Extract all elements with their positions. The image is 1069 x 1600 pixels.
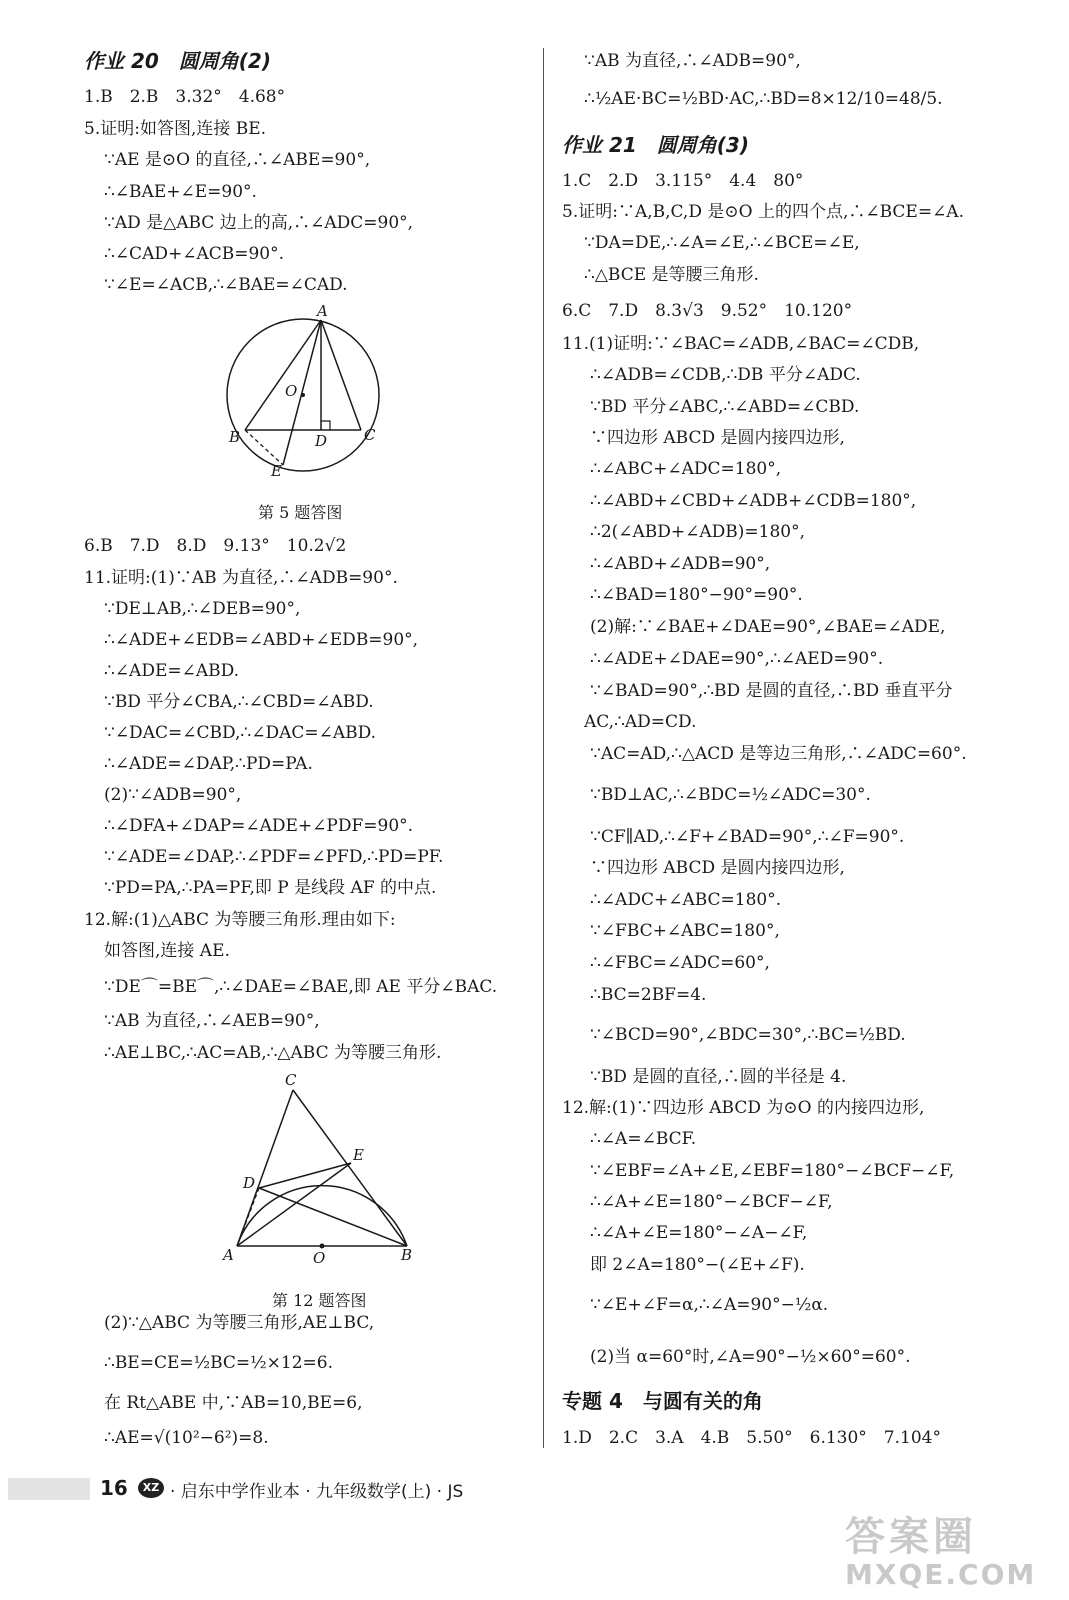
answer-line: ∵∠DAC=∠CBD,∴∠DAC=∠ABD. bbox=[104, 723, 377, 743]
answer-line: (2)∵△ABC 为等腰三角形,AE⊥BC, bbox=[104, 1313, 375, 1333]
answer-line: ∴∠CAD+∠ACB=90°. bbox=[104, 244, 285, 264]
answer-line: ∵DE⊥AB,∴∠DEB=90°, bbox=[104, 599, 301, 619]
fig5-label-D: D bbox=[315, 432, 328, 450]
answer-line: ∵DE⌒=BE⌒,∴∠DAE=∠BAE,即 AE 平分∠BAC. bbox=[104, 977, 498, 997]
fig12-label-B: B bbox=[401, 1246, 413, 1264]
section-title-topic-4: 专题 4 与圆有关的角 bbox=[562, 1389, 763, 1413]
answer-line: ∴BC=2BF=4. bbox=[590, 985, 707, 1005]
answer-line: ∵∠EBF=∠A+∠E,∠EBF=180°−∠BCF−∠F, bbox=[590, 1161, 955, 1181]
answer-line: 1.B 2.B 3.32° 4.68° bbox=[84, 87, 286, 107]
answer-line: ∴∠ADE+∠DAE=90°,∴∠AED=90°. bbox=[590, 649, 884, 669]
answer-line: 5.证明:∵A,B,C,D 是⊙O 上的四个点,∴∠BCE=∠A. bbox=[562, 202, 964, 222]
answer-line: ∴½AE·BC=½BD·AC,∴BD=8×12/10=48/5. bbox=[584, 89, 943, 109]
answer-line: 1.C 2.D 3.115° 4.4 80° bbox=[562, 171, 804, 191]
fig5-label-O: O bbox=[285, 382, 298, 400]
answer-line: 12.解:(1)∵四边形 ABCD 为⊙O 的内接四边形, bbox=[562, 1098, 925, 1118]
answer-line: ∴∠ADE=∠DAP,∴PD=PA. bbox=[104, 754, 313, 774]
figure-12-caption: 第 12 题答图 bbox=[272, 1291, 367, 1310]
answer-line: ∴2(∠ABD+∠ADB)=180°, bbox=[590, 522, 806, 542]
fig12-label-O: O bbox=[313, 1249, 326, 1267]
answer-line: ∴∠ABD+∠ADB=90°, bbox=[590, 554, 771, 574]
answer-line: 即 2∠A=180°−(∠E+∠F). bbox=[590, 1255, 805, 1275]
answer-line: ∵BD 平分∠ABC,∴∠ABD=∠CBD. bbox=[590, 397, 860, 417]
answer-line: (2)当 α=60°时,∠A=90°−½×60°=60°. bbox=[590, 1347, 911, 1367]
fig12-label-D: D bbox=[243, 1174, 256, 1192]
answer-line: 在 Rt△ABE 中,∵AB=10,BE=6, bbox=[104, 1393, 363, 1413]
footer-band bbox=[8, 1478, 90, 1500]
answer-line: ∴∠A+∠E=180°−∠BCF−∠F, bbox=[590, 1192, 833, 1212]
answer-line: ∴∠FBC=∠ADC=60°, bbox=[590, 953, 770, 973]
watermark-logo bbox=[845, 1515, 1060, 1595]
answer-line: ∴∠BAD=180°−90°=90°. bbox=[590, 585, 803, 605]
answer-line: 6.B 7.D 8.D 9.13° 10.2√2 bbox=[84, 536, 347, 556]
answer-line: ∵PD=PA,∴PA=PF,即 P 是线段 AF 的中点. bbox=[104, 878, 437, 898]
answer-line: ∵DA=DE,∴∠A=∠E,∴∠BCE=∠E, bbox=[584, 233, 860, 253]
figure-12-diagram bbox=[215, 1068, 430, 1268]
answer-line: (2)∵∠ADB=90°, bbox=[104, 785, 242, 805]
answer-line: ∴∠ADE+∠EDB=∠ABD+∠EDB=90°, bbox=[104, 630, 419, 650]
answer-line: ∴∠ADB=∠CDB,∴DB 平分∠ADC. bbox=[590, 365, 861, 385]
book-title: · 启东中学作业本 · 九年级数学(上) · JS bbox=[170, 1482, 464, 1502]
answer-line: ∵AE 是⊙O 的直径,∴∠ABE=90°, bbox=[104, 150, 371, 170]
answer-line: ∴∠ABC+∠ADC=180°, bbox=[590, 459, 782, 479]
answer-line: ∵BD 平分∠CBA,∴∠CBD=∠ABD. bbox=[104, 692, 374, 712]
answer-line: ∵AD 是△ABC 边上的高,∴∠ADC=90°, bbox=[104, 213, 414, 233]
answer-line: ∴∠ABD+∠CBD+∠ADB+∠CDB=180°, bbox=[590, 491, 917, 511]
answer-line: ∵∠FBC+∠ABC=180°, bbox=[590, 921, 780, 941]
answer-line: ∵∠BCD=90°,∠BDC=30°,∴BC=½BD. bbox=[590, 1025, 906, 1045]
fig5-label-C: C bbox=[364, 426, 376, 444]
fig5-label-B: B bbox=[229, 428, 241, 446]
answer-line: ∴AE⊥BC,∴AC=AB,∴△ABC 为等腰三角形. bbox=[104, 1043, 442, 1063]
answer-line: ∴AE=√(10²−6²)=8. bbox=[104, 1428, 269, 1448]
answer-line: ∵AC=AD,∴△ACD 是等边三角形,∴∠ADC=60°. bbox=[590, 744, 967, 764]
fig12-label-E: E bbox=[353, 1146, 364, 1164]
page-number: 16 bbox=[100, 1476, 128, 1500]
answer-line: ∵BD⊥AC,∴∠BDC=½∠ADC=30°. bbox=[590, 785, 871, 805]
section-title-21: 作业 21 圆周角(3) bbox=[562, 133, 749, 157]
answer-line: 11.(1)证明:∵∠BAC=∠ADB,∠BAC=∠CDB, bbox=[562, 334, 920, 354]
answer-line: (2)解:∵∠BAE+∠DAE=90°,∠BAE=∠ADE, bbox=[590, 617, 946, 637]
page-footer bbox=[0, 1470, 1069, 1510]
answer-line: ∴∠A=∠BCF. bbox=[590, 1129, 697, 1149]
figure-5-diagram bbox=[215, 300, 390, 480]
fig5-label-E: E bbox=[271, 462, 282, 480]
answer-line: ∵∠ADE=∠DAP,∴∠PDF=∠PFD,∴PD=PF. bbox=[104, 847, 444, 867]
answer-line: ∴BE=CE=½BC=½×12=6. bbox=[104, 1353, 333, 1373]
answer-line: ∵AB 为直径,∴∠ADB=90°, bbox=[584, 51, 801, 71]
fig5-label-A: A bbox=[317, 302, 328, 320]
answer-line: ∵∠E+∠F=α,∴∠A=90°−½α. bbox=[590, 1295, 829, 1315]
watermark-text-top: 答案圈 bbox=[845, 1514, 977, 1560]
answer-line: 6.C 7.D 8.3√3 9.52° 10.120° bbox=[562, 301, 853, 321]
answer-line: ∴∠BAE+∠E=90°. bbox=[104, 182, 257, 202]
answer-line: ∵∠E=∠ACB,∴∠BAE=∠CAD. bbox=[104, 275, 348, 295]
answer-line: ∴△BCE 是等腰三角形. bbox=[584, 265, 759, 285]
answer-line: ∵∠BAD=90°,∴BD 是圆的直径,∴BD 垂直平分 bbox=[590, 681, 953, 701]
answer-line: ∴∠DFA+∠DAP=∠ADE+∠PDF=90°. bbox=[104, 816, 414, 836]
answer-line: 如答图,连接 AE. bbox=[104, 941, 230, 961]
answer-line: ∵四边形 ABCD 是圆内接四边形, bbox=[590, 858, 845, 878]
answer-line: ∵AB 为直径,∴∠AEB=90°, bbox=[104, 1011, 320, 1031]
answer-line: ∵BD 是圆的直径,∴圆的半径是 4. bbox=[590, 1067, 847, 1087]
section-title-20: 作业 20 圆周角(2) bbox=[84, 49, 271, 73]
answer-line: 11.证明:(1)∵AB 为直径,∴∠ADB=90°. bbox=[84, 568, 398, 588]
answer-line: ∴∠ADC+∠ABC=180°. bbox=[590, 890, 782, 910]
fig12-label-C: C bbox=[285, 1071, 297, 1089]
fig12-label-A: A bbox=[223, 1246, 234, 1264]
answer-line: ∵CF∥AD,∴∠F+∠BAD=90°,∴∠F=90°. bbox=[590, 827, 905, 847]
publisher-logo: XZ bbox=[138, 1478, 164, 1498]
answer-line: 12.解:(1)△ABC 为等腰三角形.理由如下: bbox=[84, 910, 396, 930]
answer-line: AC,∴AD=CD. bbox=[584, 712, 697, 732]
answer-line: ∴∠ADE=∠ABD. bbox=[104, 661, 240, 681]
watermark-text-bottom: MXQE.COM bbox=[845, 1558, 1037, 1591]
answer-line: ∴∠A+∠E=180°−∠A−∠F, bbox=[590, 1223, 808, 1243]
answer-line: ∵四边形 ABCD 是圆内接四边形, bbox=[590, 428, 845, 448]
answer-line: 5.证明:如答图,连接 BE. bbox=[84, 119, 267, 139]
column-divider bbox=[543, 48, 544, 1448]
figure-5-caption: 第 5 题答图 bbox=[258, 503, 343, 522]
answer-line: 1.D 2.C 3.A 4.B 5.50° 6.130° 7.104° bbox=[562, 1428, 941, 1448]
